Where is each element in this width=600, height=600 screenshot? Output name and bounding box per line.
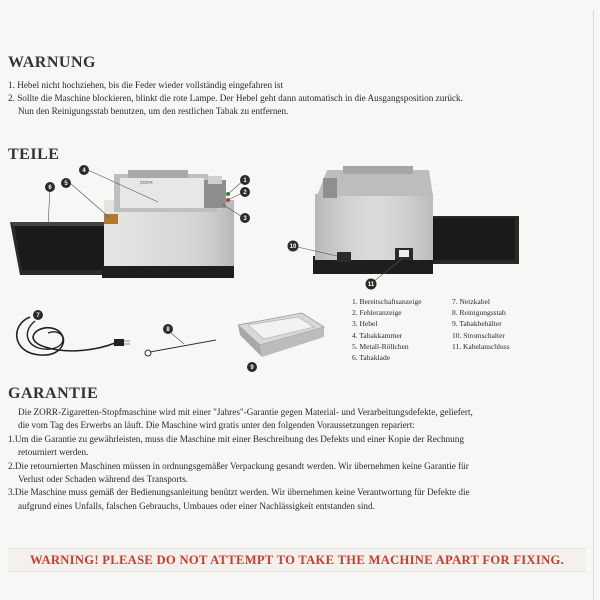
svg-text:6: 6 bbox=[48, 185, 52, 191]
garantie-line: Verlust oder Schaden während des Transports. bbox=[18, 474, 188, 485]
callout-1 bbox=[240, 175, 250, 185]
callout-8 bbox=[163, 324, 173, 334]
callout-5 bbox=[61, 178, 71, 188]
garantie-line: retourniert werden. bbox=[18, 447, 89, 458]
legend-item: 4. Tabakkammer bbox=[352, 330, 403, 340]
warnung-line: 1. Hebel nicht hochziehen, bis die Feder wieder vollständig eingefahren ist bbox=[8, 80, 284, 90]
svg-text:1: 1 bbox=[243, 178, 247, 184]
garantie-heading: GARANTIE bbox=[8, 385, 99, 402]
legend-item: 1. Bereitschaftsanzeige bbox=[352, 297, 422, 306]
callout-6 bbox=[45, 182, 55, 192]
warning-banner bbox=[8, 548, 586, 572]
machine-back-illustration bbox=[283, 160, 528, 290]
callout-10 bbox=[288, 241, 299, 252]
garantie-text bbox=[8, 406, 593, 513]
svg-text:3: 3 bbox=[243, 216, 247, 222]
warnung-line: Nun den Reinigungsstab benutzen, um den restlichen Tabak zu entfernen. bbox=[18, 106, 289, 116]
svg-text:5: 5 bbox=[64, 181, 68, 187]
garantie-line: Die ZORR-Zigaretten-Stopfmaschine wird mit einer "Jahres"-Garantie gegen Material- und Verarbeitungsdefekte, geliefert, bbox=[18, 407, 473, 417]
svg-text:9: 9 bbox=[250, 365, 254, 371]
legend-item: 6. Tabaklade bbox=[352, 353, 391, 363]
machine-brand-label: ZORR bbox=[140, 180, 153, 185]
svg-text:8: 8 bbox=[166, 327, 170, 333]
svg-text:2: 2 bbox=[243, 190, 247, 196]
callout-4 bbox=[79, 165, 89, 175]
cleaning-rod-illustration bbox=[140, 318, 230, 363]
warnung-line: 2. Sollte die Maschine blockieren, blinkt die rote Lampe. Der Hebel geht dann automatisch in die Ausgangsposition zurück. bbox=[8, 93, 463, 103]
svg-text:4: 4 bbox=[82, 168, 86, 174]
legend-item: 9. Tabakbehälter bbox=[452, 319, 502, 329]
legend-item: 7. Netzkabel bbox=[452, 297, 490, 306]
warning-banner-text: WARNING! PLEASE DO NOT ATTEMPT TO TAKE THE MACHINE APART FOR FIXING. bbox=[29, 552, 565, 567]
legend-item: 10. Stromschalter bbox=[452, 330, 505, 340]
warnung-list bbox=[8, 79, 588, 118]
callout-11 bbox=[366, 279, 377, 290]
callout-3 bbox=[240, 213, 250, 223]
legend-item: 8. Reinigungsstab bbox=[452, 308, 506, 318]
legend-item: 2. Fehleranzeige bbox=[352, 308, 402, 318]
garantie-line: aufgrund eines Unfalls, falschen Gebrauchs, Umbaues oder einer Nachlässigkeit entstanden sind. bbox=[18, 500, 375, 511]
callout-9 bbox=[247, 362, 257, 372]
teile-heading: TEILE bbox=[8, 146, 60, 163]
svg-text:10: 10 bbox=[289, 244, 297, 250]
legend-item: 5. Metall-Röllchen bbox=[352, 341, 409, 351]
garantie-line: die vom Tag des Erwerbs an läuft. Die Maschine wird gratis unter den folgenden Voraussetzungen repariert: bbox=[18, 420, 415, 431]
tobacco-container-illustration bbox=[228, 305, 328, 375]
page-edge bbox=[593, 10, 594, 600]
callout-2 bbox=[240, 187, 250, 197]
power-cord-illustration bbox=[10, 305, 135, 365]
callout-7 bbox=[33, 310, 43, 320]
svg-text:7: 7 bbox=[36, 313, 40, 319]
warnung-heading: WARNUNG bbox=[8, 54, 96, 71]
machine-front-illustration bbox=[8, 160, 253, 285]
legend-right bbox=[452, 296, 510, 352]
legend-item: 3. Hebel bbox=[352, 319, 378, 329]
garantie-line: 3.Die Maschine muss gemäß der Bedienungsanleitung benützt werden. Wir übernehmen keine Verantwortung für Defekte die bbox=[8, 487, 470, 498]
legend-left bbox=[352, 296, 422, 363]
garantie-line: 2.Die retournierten Maschinen müssen in ordnungsgemäßer Verpackung gesandt werden. Wir übernehmen keine Garantie für bbox=[8, 460, 469, 471]
legend-item: 11. Kabelanschluss bbox=[452, 341, 510, 351]
garantie-line: 1.Um die Garantie zu gewährleisten, muss die Maschine mit einer Beschreibung des Defekts und einer Kopie der Rechnung bbox=[8, 433, 464, 444]
svg-text:11: 11 bbox=[367, 282, 375, 288]
